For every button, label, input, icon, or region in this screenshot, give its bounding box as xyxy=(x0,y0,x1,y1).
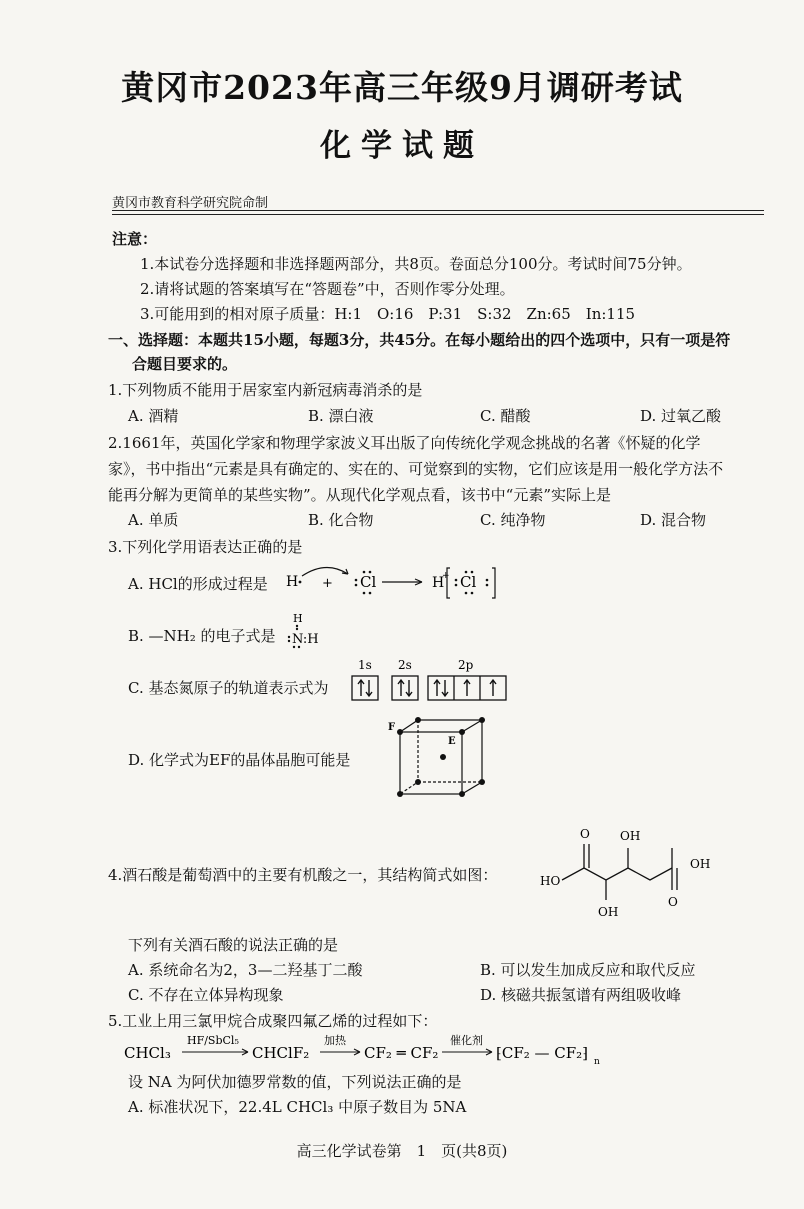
exam-title: 黄冈市2023年高三年级9月调研考试 xyxy=(121,68,683,107)
tartaric-acid-structure xyxy=(540,818,722,930)
plus-superscript: + xyxy=(442,571,450,581)
page-footer: 高三化学试卷第 1 页(共8页) xyxy=(296,1142,508,1160)
producer-line: 黄冈市教育科学研究院命制 xyxy=(112,196,269,211)
plus-sign: + xyxy=(322,576,333,591)
q2-stem-line3: 能再分解为更简单的某些实物”。从现代化学观点看，该书中“元素”实际上是 xyxy=(108,486,612,504)
crystal-label-f: F xyxy=(388,722,396,733)
h-atom-label: H xyxy=(286,574,299,590)
q3-option-c: C. 基态氮原子的轨道表示式为 xyxy=(128,679,329,697)
q4-ask: 下列有关酒石酸的说法正确的是 xyxy=(128,936,339,954)
product-cf2-cf2: CF₂ ═ CF₂ xyxy=(364,1044,439,1062)
notice-item-3: 3.可能用到的相对原子质量：H:1 O:16 P:31 S:32 Zn:65 In:115 xyxy=(140,305,636,323)
q5-option-a: A. 标准状况下，22.4L CHCl₃ 中原子数目为 5NA xyxy=(128,1098,467,1116)
q2-stem-line1: 2.1661年，英国化学家和物理学家波义耳出版了向传统化学观念挑战的名著《怀疑的化学 xyxy=(108,434,701,452)
nh2-electron-formula xyxy=(286,610,336,650)
q2-option-b: B. 化合物 xyxy=(308,511,374,529)
struct-label-o-bottom: O xyxy=(668,895,678,909)
notice-label: 注意： xyxy=(112,230,158,248)
q3-stem: 3.下列化学用语表达正确的是 xyxy=(108,538,303,556)
section-heading: 一、选择题：本题共15小题，每题3分，共45分。在每小题给出的四个选项中，只有一项是符 xyxy=(108,331,731,349)
struct-label-oh-right: OH xyxy=(690,857,711,871)
product-ptfe: ⁅CF₂ — CF₂⁆ xyxy=(496,1044,589,1062)
nitrogen-orbital-diagram xyxy=(350,656,515,702)
q5-given: 设 NA 为阿伏加德罗常数的值，下列说法正确的是 xyxy=(128,1073,462,1091)
ptfe-synthesis-scheme xyxy=(124,1032,604,1068)
q4-option-c: C. 不存在立体异构现象 xyxy=(128,986,284,1004)
q1-option-b: B. 漂白液 xyxy=(308,407,374,425)
q1-option-a: A. 酒精 xyxy=(128,407,179,425)
q1-option-d: D. 过氧乙酸 xyxy=(640,407,722,425)
struct-label-ho-left: HO xyxy=(540,874,561,888)
product-chclf2: CHClF₂ xyxy=(252,1044,310,1062)
header-rule-bottom xyxy=(112,214,764,215)
condition-catalyst: 催化剂 xyxy=(450,1034,483,1047)
q4-option-b: B. 可以发生加成反应和取代反应 xyxy=(480,961,696,979)
orbital-label-2s: 2s xyxy=(398,658,412,672)
q2-option-a: A. 单质 xyxy=(128,511,179,529)
q2-option-c: C. 纯净物 xyxy=(480,511,546,529)
condition-hf-sbcl5: HF/SbCl₅ xyxy=(187,1034,239,1047)
q1-stem: 1.下列物质不能用于居家室内新冠病毒消杀的是 xyxy=(108,381,423,399)
q4-option-a: A. 系统命名为2，3—二羟基丁二酸 xyxy=(128,961,363,979)
nh2-top-h: H xyxy=(293,612,303,625)
header-rule-top xyxy=(112,210,764,211)
q2-stem-line2: 家》，书中指出“元素是具有确定的、实在的、可觉察到的实物，它们应该是用一般化学方法不 xyxy=(108,460,724,478)
cl-atom-label: Cl xyxy=(360,573,377,591)
polymer-subscript-n: n xyxy=(594,1057,600,1067)
q3-option-d: D. 化学式为EF的晶体晶胞可能是 xyxy=(128,751,351,769)
condition-heat: 加热 xyxy=(324,1034,346,1047)
q5-stem: 5.工业上用三氯甲烷合成聚四氟乙烯的过程如下： xyxy=(108,1012,438,1030)
q3-option-b: B. —NH₂ 的电子式是 xyxy=(128,627,276,645)
struct-label-o-top: O xyxy=(580,827,590,841)
section-heading-cont: 合题目要求的。 xyxy=(132,355,238,373)
orbital-label-1s: 1s xyxy=(358,658,372,672)
ef-crystal-cell-diagram xyxy=(386,714,496,814)
q4-option-d: D. 核磁共振氢谱有两组吸收峰 xyxy=(480,986,682,1004)
notice-item-2: 2.请将试题的答案填写在“答题卷”中，否则作零分处理。 xyxy=(140,280,515,298)
orbital-label-2p: 2p xyxy=(458,658,474,672)
q3-option-a: A. HCl的形成过程是 xyxy=(128,575,268,593)
q2-option-d: D. 混合物 xyxy=(640,511,707,529)
exam-subject: 化学试题 xyxy=(320,128,484,164)
reactant-chcl3: CHCl₃ xyxy=(124,1044,171,1062)
notice-item-1: 1.本试卷分选择题和非选择题两部分，共8页。卷面总分100分。考试时间75分钟。 xyxy=(140,255,692,273)
hcl-formation-diagram xyxy=(282,558,512,604)
chloride-label: Cl xyxy=(460,573,477,591)
q4-stem: 4.酒石酸是葡萄酒中的主要有机酸之一，其结构简式如图： xyxy=(108,866,498,884)
struct-label-oh-bottom: OH xyxy=(598,905,619,919)
q1-option-c: C. 醋酸 xyxy=(480,407,531,425)
crystal-label-e: E xyxy=(448,736,456,747)
hplus-label: H xyxy=(432,575,445,591)
struct-label-oh-top: OH xyxy=(620,829,641,843)
nh2-n-h-label: N:H xyxy=(292,632,319,647)
